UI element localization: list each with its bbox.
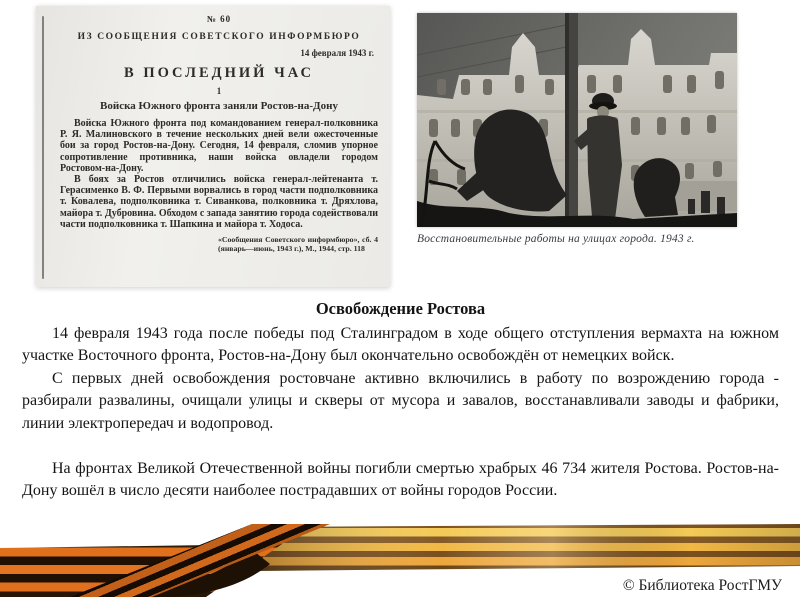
photo-caption: Восстановительные работы на улицах города. 1943 г.	[417, 233, 695, 245]
main-paragraph: С первых дней освобождения ростовчане активно включились в работу по возрождению города - разбирали развалины, очищали улицы и скверы от мусора и завалов, восстанавливали заводы и фабрики, линии электропередач и водопровод.	[22, 369, 779, 432]
doc-body	[60, 118, 378, 230]
main-paragraph: 14 февраля 1943 года после победы под Сталинградом в ходе общего отступления вермахта на южном участке Восточного фронта, Ростов-на-Дону был окончательно освобождён от немецких войск.	[22, 325, 779, 365]
doc-item-number: 1	[216, 86, 222, 96]
main-text-block	[22, 297, 779, 503]
doc-paragraph: Войска Южного фронта под командованием генерал-полковника Р. Я. Малиновского в течение нескольких дней вели ожесточенные бои за город Ростов-на-Дону. Сегодня, 14 февраля, сломив упорное сопротивление противника, наши войска овладели городом Ростовом-на-Дону.	[60, 118, 378, 174]
doc-source-line: ИЗ СООБЩЕНИЯ СОВЕТСКОГО ИНФОРМБЮРО	[77, 32, 361, 42]
doc-citation: «Сообщения Советского информбюро», сб. 4 (январь—июнь, 1943 г.), М., 1944, стр. 118	[218, 235, 378, 254]
ribbon-sheen	[250, 524, 800, 571]
document-content	[36, 6, 390, 287]
slide-title: Освобождение Ростова	[315, 299, 486, 318]
photo-illustration	[417, 13, 737, 227]
copyright-label: © Библиотека РостГМУ	[622, 577, 782, 594]
doc-headline: Войска Южного фронта заняли Ростов-на-Дону	[100, 100, 338, 112]
document-scan	[36, 6, 390, 287]
main-paragraph: На фронтах Великой Отечественной войны погибли смертью храбрых 46 734 жителя Ростова. Ростов-на-Дону вошёл в число десяти наиболее пострадавших от войны городов России.	[22, 460, 779, 500]
doc-rubric: В ПОСЛЕДНИЙ ЧАС	[124, 65, 314, 81]
doc-paragraph: В боях за Ростов отличились войска генерал-лейтенанта т. Герасименко В. Ф. Первыми ворвались в город части подполковника т. Ковалева, подполковника т. Сиванкова, полковника т. Дряхлова, майора т. Дубровина. Обходом с запада занятию города содействовали части подполковника т. Шапкина и майора т. Ходоса.	[60, 174, 378, 230]
doc-date-line: 14 февраля 1943 г.	[300, 48, 374, 58]
photo-restoration-works	[417, 13, 737, 227]
doc-number: № 60	[206, 14, 232, 24]
